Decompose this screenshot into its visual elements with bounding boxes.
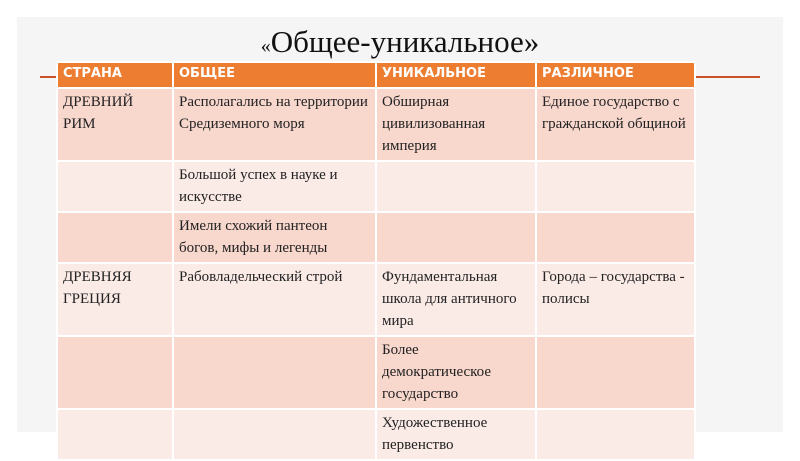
table-cell bbox=[376, 212, 536, 263]
table-cell bbox=[536, 409, 695, 460]
table-cell bbox=[173, 409, 376, 460]
accent-line-right bbox=[694, 76, 760, 78]
table-cell: Располагались на территории Средиземного моря bbox=[173, 88, 376, 161]
comparison-table bbox=[56, 61, 696, 461]
table-cell: Обширная цивилизованная империя bbox=[376, 88, 536, 161]
header-unique: УНИКАЛЬНОЕ bbox=[376, 62, 536, 88]
header-different: РАЗЛИЧНОЕ bbox=[536, 62, 695, 88]
header-country: СТРАНА bbox=[57, 62, 173, 88]
table-cell bbox=[57, 161, 173, 212]
table-cell bbox=[57, 212, 173, 263]
table-header-row bbox=[57, 62, 695, 88]
table-cell: Большой успех в науке и искусстве bbox=[173, 161, 376, 212]
table-cell: Единое государство с гражданской общиной bbox=[536, 88, 695, 161]
table-cell bbox=[57, 336, 173, 409]
table-cell bbox=[536, 161, 695, 212]
table-cell: ДРЕВНИЙ РИМ bbox=[57, 88, 173, 161]
table-cell: Фундаментальная школа для античного мира bbox=[376, 263, 536, 336]
accent-line-left bbox=[40, 76, 57, 78]
table-cell bbox=[173, 336, 376, 409]
table-row bbox=[57, 263, 695, 336]
table-cell: Рабовладельческий строй bbox=[173, 263, 376, 336]
table-row bbox=[57, 161, 695, 212]
title-close-quote: » bbox=[523, 24, 540, 59]
table-cell: Художественное первенство bbox=[376, 409, 536, 460]
table-cell bbox=[536, 212, 695, 263]
table-row bbox=[57, 409, 695, 460]
table-cell: Имели схожий пантеон богов, мифы и легенды bbox=[173, 212, 376, 263]
table-cell bbox=[376, 161, 536, 212]
title-text: Общее-уникальное bbox=[270, 24, 524, 59]
table-cell bbox=[57, 409, 173, 460]
table-cell bbox=[536, 336, 695, 409]
table-row bbox=[57, 212, 695, 263]
table-row bbox=[57, 88, 695, 161]
table-cell: ДРЕВНЯЯ ГРЕЦИЯ bbox=[57, 263, 173, 336]
table-cell: Более демократическое государство bbox=[376, 336, 536, 409]
table-cell: Города – государства - полисы bbox=[536, 263, 695, 336]
table-row bbox=[57, 336, 695, 409]
title-open-quote: « bbox=[260, 35, 271, 57]
slide-title bbox=[0, 24, 800, 60]
header-common: ОБЩЕЕ bbox=[173, 62, 376, 88]
